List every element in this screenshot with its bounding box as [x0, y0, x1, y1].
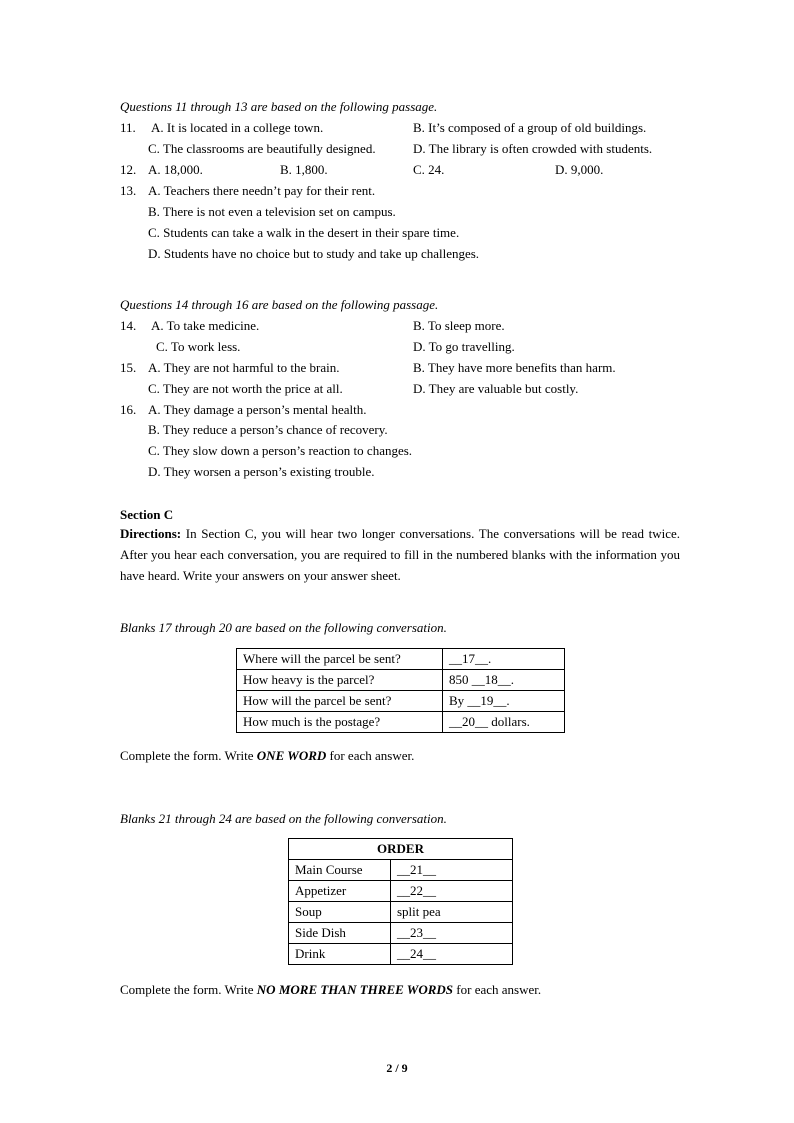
q16-option-a: A. They damage a person’s mental health. [148, 402, 367, 417]
q12-option-c: C. 24. [413, 162, 445, 177]
conv1-heading: Blanks 17 through 20 are based on the following conversation. [120, 620, 447, 635]
q11-option-d: D. The library is often crowded with students. [413, 141, 653, 156]
order-value: split pea [391, 902, 513, 923]
section-c-title: Section C [120, 507, 174, 522]
instruction-text: for each answer. [326, 748, 415, 763]
order-item: Soup [289, 902, 391, 923]
order-item: Appetizer [289, 881, 391, 902]
table-title-row [289, 839, 513, 860]
q13-option-d: D. Students have no choice but to study and take up challenges. [148, 246, 480, 261]
conv2-order-table [288, 838, 513, 965]
q16-number: 16. [120, 402, 137, 417]
table-row [237, 670, 565, 691]
q14-option-a: A. To take medicine. [151, 318, 260, 333]
form-answer: 850 __18__. [443, 670, 565, 691]
table-row [289, 944, 513, 965]
q15-option-b: B. They have more benefits than harm. [413, 360, 616, 375]
table-row [289, 860, 513, 881]
order-value: __23__ [391, 923, 513, 944]
instruction-text: Complete the form. Write [120, 748, 257, 763]
q16-option-c: C. They slow down a person’s reaction to changes. [148, 443, 413, 458]
order-table-title: ORDER [289, 839, 513, 860]
form-answer: __20__ dollars. [443, 712, 565, 733]
q15-option-c: C. They are not worth the price at all. [148, 381, 343, 396]
q11-option-c: C. The classrooms are beautifully designed. [148, 141, 376, 156]
table-row [237, 649, 565, 670]
q15-option-d: D. They are valuable but costly. [413, 381, 579, 396]
q13-option-b: B. There is not even a television set on campus. [148, 204, 396, 219]
conv2-instruction [120, 982, 541, 998]
order-item: Main Course [289, 860, 391, 881]
section-c-directions [120, 523, 680, 586]
instruction-emphasis: NO MORE THAN THREE WORDS [256, 982, 454, 997]
instruction-text: for each answer. [453, 982, 542, 997]
q16-option-d: D. They worsen a person’s existing trouble. [148, 464, 375, 479]
instruction-text: Complete the form. Write [120, 982, 257, 997]
table-row [289, 902, 513, 923]
form-question: Where will the parcel be sent? [237, 649, 443, 670]
form-question: How will the parcel be sent? [237, 691, 443, 712]
conv2-heading: Blanks 21 through 24 are based on the following conversation. [120, 811, 447, 826]
table-row [237, 691, 565, 712]
form-answer: By __19__. [443, 691, 565, 712]
q15-option-a: A. They are not harmful to the brain. [148, 360, 340, 375]
q12-number: 12. [120, 162, 137, 177]
q12-option-a: A. 18,000. [148, 162, 203, 177]
conv1-form-table [236, 648, 565, 733]
q16-option-b: B. They reduce a person’s chance of recovery. [148, 422, 388, 437]
q13-number: 13. [120, 183, 137, 198]
page-number: 2 / 9 [386, 1061, 408, 1075]
order-value: __21__ [391, 860, 513, 881]
table-row [289, 881, 513, 902]
q13-option-c: C. Students can take a walk in the desert in their spare time. [148, 225, 460, 240]
q14-option-d: D. To go travelling. [413, 339, 515, 354]
q11-option-b: B. It’s composed of a group of old buildings. [413, 120, 647, 135]
q11-number: 11. [120, 120, 136, 135]
order-item: Side Dish [289, 923, 391, 944]
form-answer: __17__. [443, 649, 565, 670]
order-value: __24__ [391, 944, 513, 965]
group1-heading: Questions 11 through 13 are based on the following passage. [120, 99, 438, 114]
q14-number: 14. [120, 318, 137, 333]
instruction-emphasis: ONE WORD [256, 748, 327, 763]
q12-option-d: D. 9,000. [555, 162, 604, 177]
q13-option-a: A. Teachers there needn’t pay for their rent. [148, 183, 376, 198]
q15-number: 15. [120, 360, 137, 375]
form-question: How heavy is the parcel? [237, 670, 443, 691]
table-row [289, 923, 513, 944]
order-item: Drink [289, 944, 391, 965]
q14-option-b: B. To sleep more. [413, 318, 505, 333]
table-row [237, 712, 565, 733]
group2-heading: Questions 14 through 16 are based on the following passage. [120, 297, 439, 312]
directions-text: In Section C, you will hear two longer conversations. The conversations will be read twice. After you hear each conversation, you are required to fill in the numbered blanks with the information you have heard. Write your answers on your answer sheet. [120, 526, 680, 583]
form-question: How much is the postage? [237, 712, 443, 733]
order-value: __22__ [391, 881, 513, 902]
q14-option-c: C. To work less. [156, 339, 241, 354]
conv1-instruction [120, 748, 414, 764]
q11-option-a: A. It is located in a college town. [151, 120, 324, 135]
directions-label: Directions: [120, 526, 182, 541]
q12-option-b: B. 1,800. [280, 162, 328, 177]
